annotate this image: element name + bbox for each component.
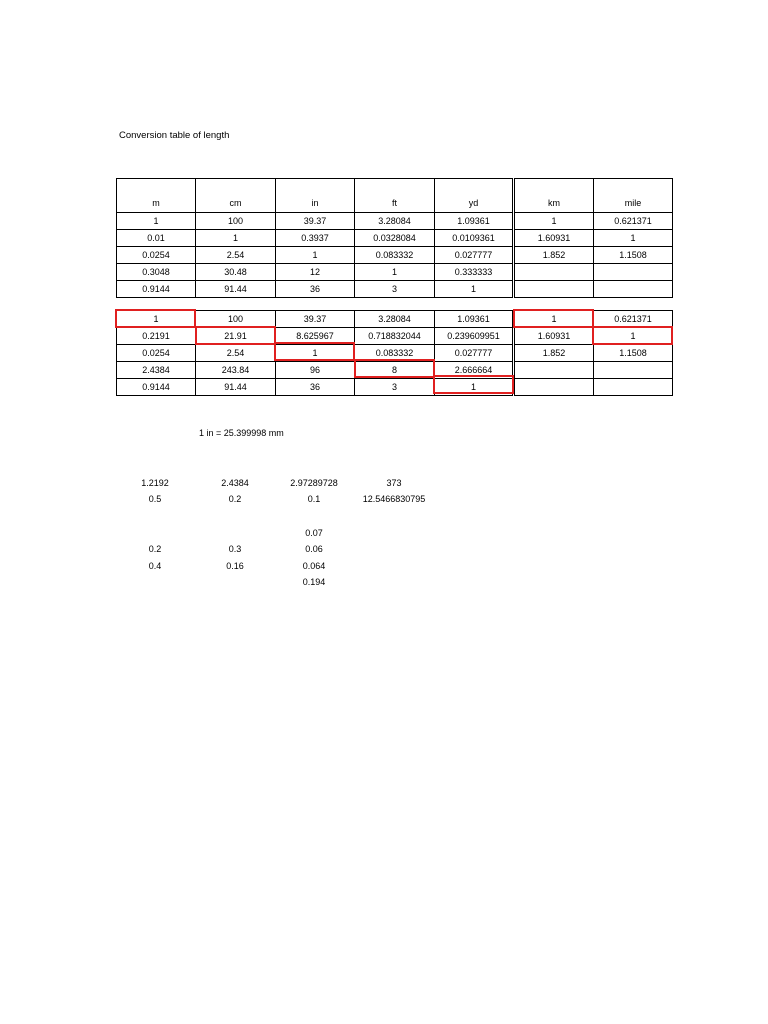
loose-value[interactable]: 0.1 (307, 494, 321, 504)
loose-value[interactable]: 0.06 (305, 544, 323, 554)
table-cell[interactable]: 3 (355, 281, 435, 298)
table-cell[interactable]: 2.54 (196, 345, 276, 362)
table-cell[interactable]: 243.84 (196, 362, 276, 379)
loose-value[interactable]: 0.2 (228, 494, 242, 504)
conversion-table-primary (116, 178, 673, 298)
table-row (117, 379, 673, 396)
table-cell[interactable]: 0.621371 (594, 311, 673, 328)
table-cell[interactable]: 3 (355, 379, 435, 396)
table-row (117, 311, 673, 328)
table-row (117, 264, 673, 281)
column-header[interactable]: m (117, 179, 196, 213)
table-cell[interactable]: 1 (594, 230, 673, 247)
table-cell[interactable]: 21.91 (196, 328, 276, 345)
column-header[interactable]: ft (355, 179, 435, 213)
table-cell[interactable]: 1.60931 (514, 230, 594, 247)
table-cell[interactable]: 12 (276, 264, 355, 281)
table-row (117, 213, 673, 230)
table-cell[interactable]: 96 (276, 362, 355, 379)
table-cell[interactable]: 0.9144 (117, 281, 196, 298)
table-cell[interactable]: 1.852 (514, 247, 594, 264)
table-row (117, 345, 673, 362)
loose-value[interactable]: 0.2 (148, 544, 162, 554)
table-row (117, 362, 673, 379)
table-cell[interactable]: 0.0328084 (355, 230, 435, 247)
table-cell[interactable]: 0.718832044 (355, 328, 435, 345)
table-row (117, 247, 673, 264)
table-cell[interactable]: 0.2191 (117, 328, 196, 345)
loose-value[interactable]: 2.97289728 (290, 478, 338, 488)
loose-value[interactable]: 373 (386, 478, 402, 488)
table-cell[interactable]: 91.44 (196, 281, 276, 298)
table-cell[interactable] (514, 281, 594, 298)
table-cell[interactable] (514, 379, 594, 396)
loose-value[interactable]: 0.07 (305, 528, 323, 538)
inch-mm-note: 1 in = 25.399998 mm (199, 428, 284, 438)
table-cell[interactable]: 0.333333 (435, 264, 514, 281)
loose-value[interactable]: 12.5466830795 (362, 494, 426, 504)
loose-value[interactable]: 0.194 (302, 577, 326, 587)
table-cell[interactable]: 30.48 (196, 264, 276, 281)
loose-value[interactable]: 0.064 (302, 561, 326, 571)
table-cell[interactable] (594, 264, 673, 281)
table-cell[interactable]: 2.54 (196, 247, 276, 264)
table-cell[interactable]: 0.083332 (355, 247, 435, 264)
table-cell[interactable] (594, 362, 673, 379)
column-header[interactable]: cm (196, 179, 276, 213)
loose-value[interactable]: 0.16 (226, 561, 244, 571)
table-cell[interactable]: 1.09361 (435, 213, 514, 230)
loose-value[interactable]: 0.3 (228, 544, 242, 554)
table-cell[interactable]: 0.0109361 (435, 230, 514, 247)
table-cell[interactable]: 0.0254 (117, 247, 196, 264)
table-row (117, 328, 673, 345)
table-cell[interactable]: 0.0254 (117, 345, 196, 362)
loose-value[interactable]: 0.5 (148, 494, 162, 504)
table-cell[interactable]: 2.4384 (117, 362, 196, 379)
table-cell[interactable]: 39.37 (276, 213, 355, 230)
table-cell[interactable]: 2.666664 (435, 362, 514, 379)
column-header[interactable]: km (514, 179, 594, 213)
table-cell[interactable]: 36 (276, 281, 355, 298)
table-cell[interactable]: 1 (514, 213, 594, 230)
table-cell[interactable]: 3.28084 (355, 213, 435, 230)
table-cell[interactable]: 39.37 (276, 311, 355, 328)
table-cell[interactable]: 91.44 (196, 379, 276, 396)
table-cell[interactable]: 1 (355, 264, 435, 281)
column-header[interactable]: yd (435, 179, 514, 213)
table-cell[interactable]: 0.083332 (355, 345, 435, 362)
table-cell[interactable]: 0.3048 (117, 264, 196, 281)
table-cell[interactable] (594, 281, 673, 298)
loose-value[interactable]: 0.4 (148, 561, 162, 571)
column-header[interactable]: mile (594, 179, 673, 213)
table-cell[interactable]: 1 (435, 281, 514, 298)
table-cell[interactable] (514, 264, 594, 281)
table-cell[interactable]: 0.9144 (117, 379, 196, 396)
table-cell[interactable] (594, 379, 673, 396)
table-cell[interactable]: 100 (196, 213, 276, 230)
table-cell[interactable]: 1 (276, 345, 355, 362)
table-cell[interactable]: 3.28084 (355, 311, 435, 328)
column-header[interactable]: in (276, 179, 355, 213)
table-cell[interactable]: 0.01 (117, 230, 196, 247)
table-cell[interactable]: 1.1508 (594, 247, 673, 264)
table-cell[interactable]: 1.1508 (594, 345, 673, 362)
table-cell[interactable]: 0.027777 (435, 345, 514, 362)
loose-value[interactable]: 2.4384 (221, 478, 249, 488)
table-cell[interactable]: 1 (435, 379, 514, 396)
table-cell[interactable]: 8 (355, 362, 435, 379)
table-cell[interactable]: 1 (117, 213, 196, 230)
table-row (117, 281, 673, 298)
table-cell[interactable]: 0.621371 (594, 213, 673, 230)
loose-value[interactable]: 1.2192 (141, 478, 169, 488)
table-cell[interactable]: 1 (117, 311, 196, 328)
table-header-row (117, 179, 673, 213)
table-cell[interactable]: 1.60931 (514, 328, 594, 345)
table-cell[interactable] (514, 362, 594, 379)
table-cell[interactable]: 1 (514, 311, 594, 328)
table-cell[interactable]: 0.239609951 (435, 328, 514, 345)
table-cell[interactable]: 1 (594, 328, 673, 345)
table-cell[interactable]: 1.09361 (435, 311, 514, 328)
conversion-table-secondary (116, 310, 673, 396)
table-row (117, 230, 673, 247)
table-cell[interactable]: 0.3937 (276, 230, 355, 247)
table-cell[interactable]: 1.852 (514, 345, 594, 362)
table-cell[interactable]: 8.625967 (276, 328, 355, 345)
table-cell[interactable]: 36 (276, 379, 355, 396)
sheet-title: Conversion table of length (119, 130, 230, 141)
table-cell[interactable]: 1 (196, 230, 276, 247)
table-cell[interactable]: 100 (196, 311, 276, 328)
table-cell[interactable]: 1 (276, 247, 355, 264)
table-cell[interactable]: 0.027777 (435, 247, 514, 264)
